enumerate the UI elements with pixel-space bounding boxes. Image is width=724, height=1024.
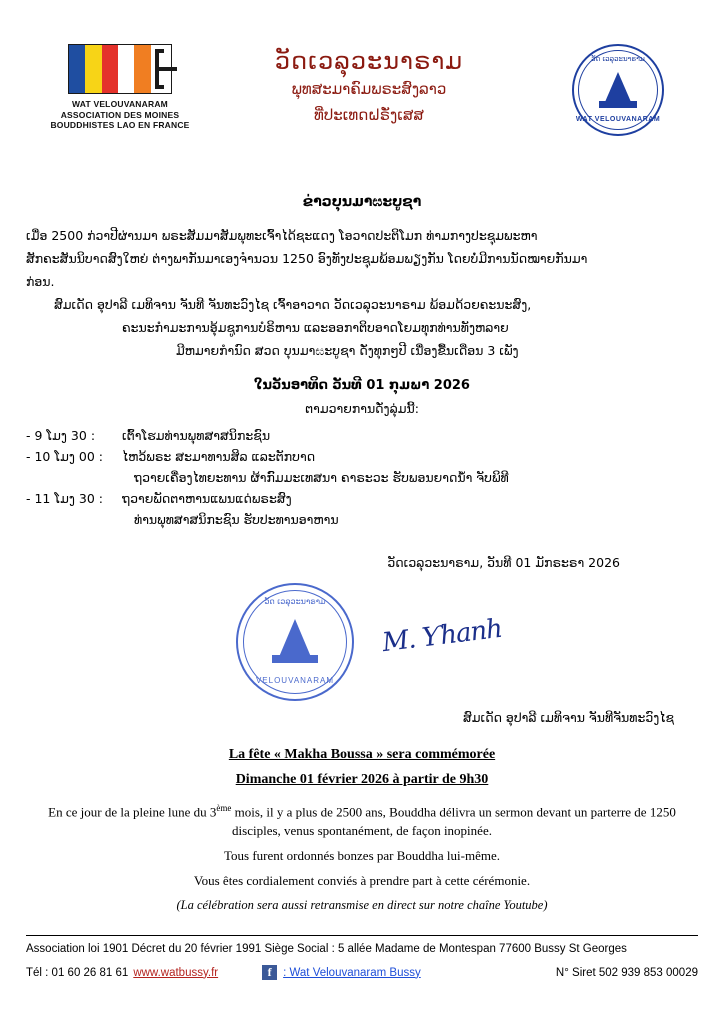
schedule-text: ຖວາຍພັດຕາຫານແພນແດ່ພຣະສົງ xyxy=(122,491,292,506)
facebook-link[interactable]: : Wat Velouvanaram Bussy xyxy=(283,966,421,979)
lao-place-date: ວັດເວລຸວະນາຣາມ, ວັນທີ 01 ມັກຣະຣາ 2026 xyxy=(387,555,620,570)
facebook-icon[interactable]: f xyxy=(262,965,277,980)
french-section xyxy=(26,743,698,914)
lao-body xyxy=(26,192,698,573)
lao-paragraph-3: ກ່ອນ. xyxy=(26,274,55,289)
seal-bottom-text: WAT VELOUVANARAM xyxy=(575,116,661,123)
schedule-text: ເຕົ້າໂຮມທ່ານພຸທສາສນິກະຊົນ xyxy=(122,428,271,443)
french-paragraph-4: (La célébration sera aussi retransmise en direct sur notre chaîne Youtube) xyxy=(176,898,548,913)
signature-area xyxy=(26,577,698,725)
lao-paragraph-5: ຄະນະກໍາມະການອຸ້ມຊູການບໍຣິຫານ ແລະອອກາຕິບອາດໂຍມທຸກທ່ານທັງຫລາຍ xyxy=(122,320,509,335)
schedule-row xyxy=(26,425,698,446)
document-footer xyxy=(26,935,698,980)
schedule-time: - 9 ໂມງ 30 : xyxy=(26,428,96,443)
french-paragraph-1b: mois, il y a plus de 2500 ans, Bouddha délivra un sermon devant un parterre de 1250 disciples, venus spontanément, de façon inopinée. xyxy=(231,804,676,839)
french-ordinal-suffix: ème xyxy=(216,803,232,813)
website-link[interactable]: www.watbussy.fr xyxy=(133,966,219,979)
schedule-time: - 10 ໂມງ 00 : xyxy=(26,449,103,464)
french-title: La fête « Makha Boussa » sera commémorée xyxy=(228,747,496,762)
buddhist-flag-icon xyxy=(68,44,172,94)
seal-top-text: ວັດ ເວລຸວະນາຣາມ xyxy=(591,55,645,63)
lao-heading: ຂ່າວບຸນມາඝະບູຊາ xyxy=(302,194,422,210)
schedule-text: ໄຫວ້ພຣະ ສະມາທານສິລ ແລະຕັກບາດ xyxy=(122,449,316,464)
stupa-icon xyxy=(605,72,631,102)
footer-contact-row xyxy=(26,965,698,980)
temple-subtitle-lao: ພຸທສະມາຄົມພຣະສົງລາວ xyxy=(291,80,447,98)
association-logo-line1: WAT VELOUVANARAM xyxy=(72,99,168,109)
footer-telephone: Tél : 01 60 26 81 61 xyxy=(26,966,129,979)
temple-seal-logo xyxy=(538,44,698,136)
stamp-bottom-text: VELOUVANARAM xyxy=(255,676,335,685)
lao-paragraph-6: ມີຫມາຍກໍານົດ ສວດ ບຸນມາඝະບູຊາ ດັ່ງທຸກໆປີ ເນື່ອງຂື້ນເດືອນ 3 ເພັງ xyxy=(176,343,519,358)
seal-icon xyxy=(572,44,664,136)
signatory-name: ສົມເດັດ ອຸປາລີ ເມທິຈານ ຈັນທີຈັນທະວົງໄຊ xyxy=(462,710,674,725)
handwritten-signature: M. Ƴhanh xyxy=(380,613,504,659)
schedule-row xyxy=(26,488,698,509)
lao-paragraph-1: ເມື່ອ 2500 ກ່ວາປີຜ່ານມາ ພຣະສັມມາສັມພຸທະເຈົ້າໄດ້ຊະແດງ ໂອວາດປະຕິໂມກ ທ່າມກາງປະຊຸມພະຫາ xyxy=(26,228,538,243)
schedule-continuation: ທ່ານພຸທສາສນິກະຊົນ ຮັບປະທານອາຫານ xyxy=(134,512,339,527)
association-logo-line3: BOUDDHISTES LAO EN FRANCE xyxy=(50,120,190,130)
french-paragraph-2: Tous furent ordonnés bonzes par Bouddha lui-même. xyxy=(224,848,500,864)
stamp-stupa-base-icon xyxy=(272,655,318,663)
french-paragraph-1a: En ce jour de la pleine lune du 3 xyxy=(48,804,217,820)
footer-association-info: Association loi 1901 Décret du 20 février 1991 Siège Social : 5 allée Madame de Montespan 77600 Bussy St Georges xyxy=(26,943,627,955)
footer-siret: N° Siret 502 939 853 00029 xyxy=(555,966,698,979)
lao-event-date: ໃນວັນອາທິດ ວັນທີ 01 ກຸມພາ 2026 xyxy=(254,378,470,393)
french-paragraph-3: Vous êtes cordialement conviés à prendre part à cette cérémonie. xyxy=(193,873,531,889)
temple-name-lao: ວັດເວລຸວະນາຣາມ xyxy=(274,47,464,75)
lao-schedule xyxy=(26,425,698,530)
schedule-time: - 11 ໂມງ 30 : xyxy=(26,491,103,506)
french-date: Dimanche 01 février 2026 à partir de 9h30 xyxy=(235,772,489,787)
lao-schedule-intro: ຕາມວາຍການດັ່ງລຸ່ມນີ້: xyxy=(305,401,419,416)
association-logo-line2: ASSOCIATION DES MOINES xyxy=(60,109,180,120)
stamp-top-text: ວັດ ເວລຸວະນາຣາມ xyxy=(264,597,326,606)
french-paragraph-1 xyxy=(26,799,698,840)
association-logo xyxy=(26,44,200,131)
stupa-base-icon xyxy=(599,101,637,108)
lao-paragraph-2: ສັກຄະສັນນິບາດສົງໃຫຍ່ ຕ່າງພາກັນມາເອງຈໍານວນ 1250 ອົງທັງປະຊຸມພ້ອມພຽງກັນ ໂດຍບໍ່ມີການນັດໝາຍກັນມາ xyxy=(26,251,588,266)
official-stamp-icon xyxy=(236,583,354,701)
document-header xyxy=(26,0,698,164)
footer-divider xyxy=(26,935,698,936)
temple-country-lao: ທີ່ປະເທດຝຣັ່ງເສສ xyxy=(314,106,424,124)
schedule-continuation: ຖວາຍເຄື່ອງໄທຍະທານ ຜ້າກົົມມະເທສນາ ຄາຣະວະ ຮັບພອນຍາດນ້ໍາ ຈັບພິທີ xyxy=(134,470,509,485)
header-titles xyxy=(200,44,538,128)
lao-paragraph-4: ສົມເດັດ ອຸປາລີ ເມທິຈານ ຈັນທີ ຈັນທະວົງໄຊ ເຈົ້າອາວາດ ວັດເວລຸວະນາຣາມ ພ້ອມດ້ວຍຄະນະສົງ, xyxy=(54,297,532,312)
schedule-row xyxy=(26,446,698,467)
stamp-stupa-icon xyxy=(279,619,311,657)
